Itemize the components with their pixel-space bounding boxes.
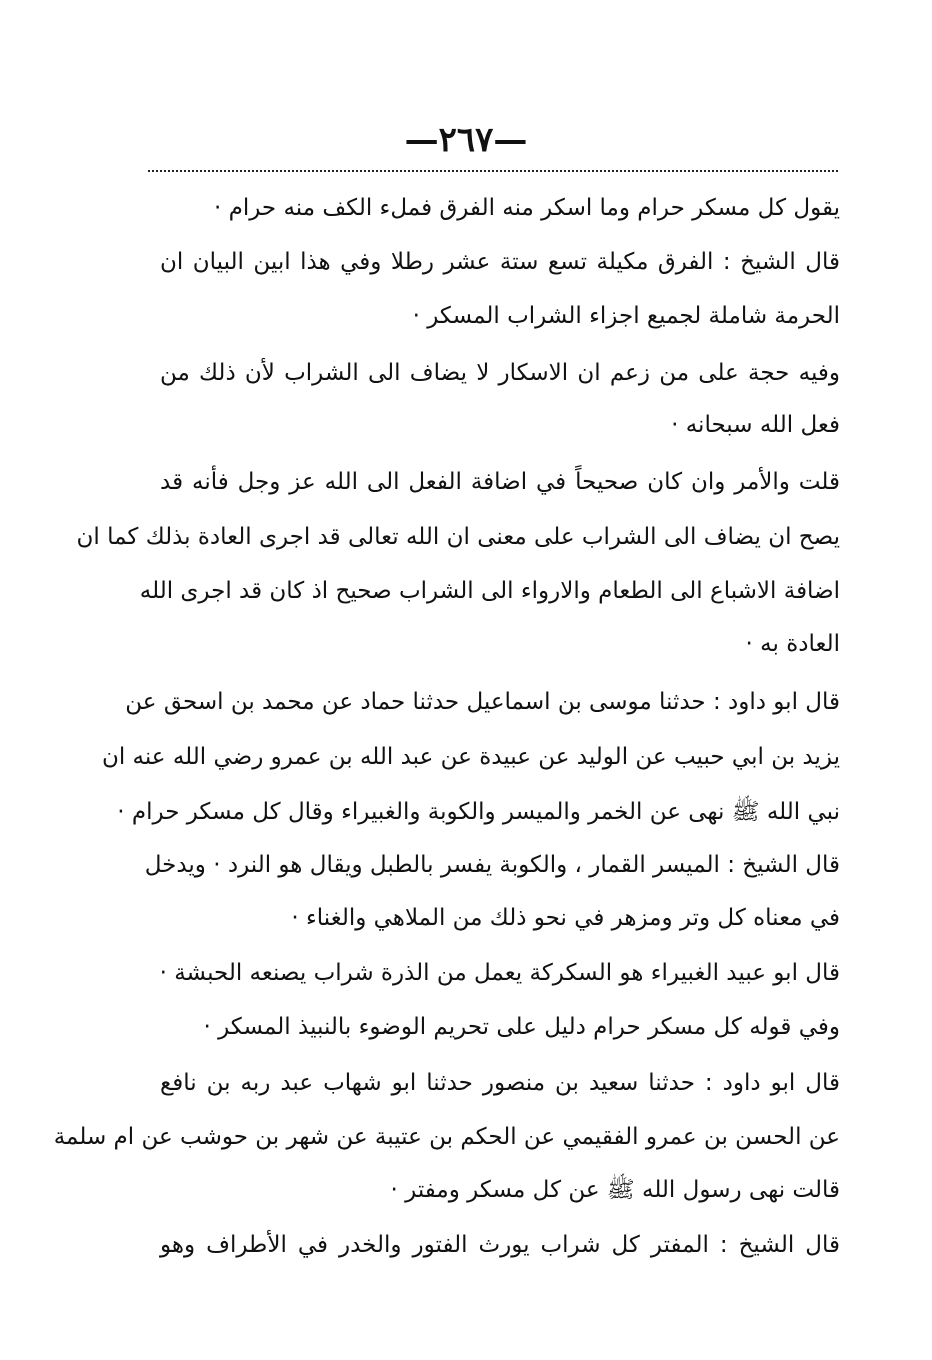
text-line: الحرمة شاملة لجميع اجزاء الشراب المسكر · <box>412 303 840 329</box>
text-line: قال ابو عبيد الغبيراء هو السكركة يعمل من الذرة شراب يصنعه الحبشة · <box>159 960 840 986</box>
text-line: قال الشيخ : المفتر كل شراب يورث الفتور والخدر في الأطراف وهو <box>160 1232 840 1258</box>
text-line: عن الحسن بن عمرو الفقيمي عن الحكم بن عتيبة عن شهر بن حوشب عن ام سلمة <box>53 1124 840 1150</box>
text-line: قال ابو داود : حدثنا موسى بن اسماعيل حدثنا حماد عن محمد بن اسحق عن <box>125 689 840 715</box>
text-line: العادة به · <box>745 631 840 657</box>
header-divider <box>148 170 838 172</box>
text-line: في معناه كل وتر ومزهر في نحو ذلك من الملاهي والغناء · <box>291 905 840 931</box>
text-line: وفيه حجة على من زعم ان الاسكار لا يضاف الى الشراب لأن ذلك من <box>160 360 840 386</box>
text-line: قال ابو داود : حدثنا سعيد بن منصور حدثنا ابو شهاب عبد ربه بن نافع <box>160 1070 840 1096</box>
text-line: قال الشيخ : الميسر القمار ، والكوبة يفسر بالطبل ويقال هو النرد · ويدخل <box>144 852 840 878</box>
text-line: قال الشيخ : الفرق مكيلة تسع ستة عشر رطلا وفي هذا ابين البيان ان <box>160 249 840 275</box>
text-line: يقول كل مسكر حرام وما اسكر منه الفرق فمل‌ء الكف منه حرام · <box>213 195 840 221</box>
text-line: قلت والأمر وان كان صحيحاً في اضافة الفعل الى الله عز وجل فأنه قد <box>160 469 840 495</box>
text-line: يصح ان يضاف الى الشراب على معنى ان الله تعالى قد اجرى العادة بذلك كما ان <box>76 524 840 550</box>
page-number: —٢٦٧— <box>404 120 528 160</box>
text-line: قالت نهى رسول الله ﷺ عن كل مسكر ومفتر · <box>390 1177 840 1203</box>
text-line: يزيد بن ابي حبيب عن الوليد عن عبيدة عن عبد الله بن عمرو رضي الله عنه ان <box>101 744 840 770</box>
text-line: نبي الله ﷺ نهى عن الخمر والميسر والكوبة والغبيراء وقال كل مسكر حرام · <box>117 799 840 825</box>
text-line: اضافة الاشباع الى الطعام والارواء الى الشراب صحيح اذ كان قد اجرى الله <box>139 578 840 604</box>
text-line: فعل الله سبحانه · <box>671 412 840 438</box>
text-line: وفي قوله كل مسكر حرام دليل على تحريم الوضوء بالنبيذ المسكر · <box>203 1014 840 1040</box>
